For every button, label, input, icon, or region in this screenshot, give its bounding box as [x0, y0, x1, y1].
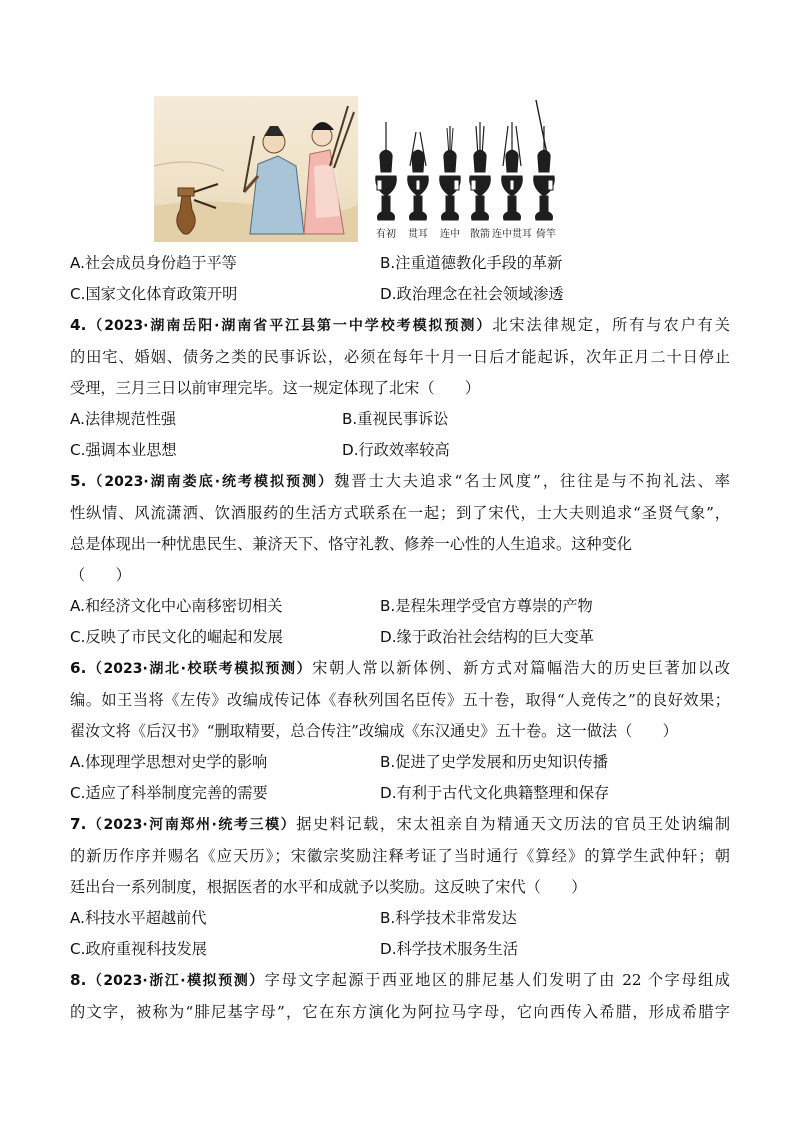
q6-stem-line-3: 翟汝文将《后汉书》“删取精要，总合传注”改编成《东汉通史》五十卷。这一做法（ ） — [70, 722, 678, 740]
q6-options-row-2 — [70, 778, 730, 809]
q3-option-c[interactable]: C.国家文化体育政策开明 — [70, 285, 238, 303]
pot-label-6: 倚竿 — [536, 229, 556, 240]
q5-stem-line-2: 性纵情、风流潇洒、饮酒服药的生活方式联系在一起；到了宋代，士大夫则追求“圣贤气象”， — [70, 504, 730, 522]
q5-option-b[interactable]: B.是程朱理学受官方尊崇的产物 — [380, 597, 593, 615]
q6-option-d[interactable]: D.有利于古代文化典籍整理和保存 — [380, 784, 610, 802]
pot-label-2: 贯耳 — [408, 229, 428, 240]
pot-label-3: 连中 — [440, 229, 460, 240]
pitch-pot-positions-diagram — [366, 96, 566, 242]
figure-row — [154, 96, 574, 242]
q3-option-a[interactable]: A.社会成员身份趋于平等 — [70, 254, 237, 272]
q6-option-a[interactable]: A.体现理学思想对史学的影响 — [70, 753, 268, 771]
q4-stem-line-2: 的田宅、婚姻、债务之类的民事诉讼，必须在每年十月一日后才能起诉，次年正月二十日停止 — [70, 348, 730, 366]
q5-option-c[interactable]: C.反映了市民文化的崛起和发展 — [70, 628, 283, 646]
q8-stem-line-1: 8.（2023·浙江·模拟预测）字母文字起源于西亚地区的腓尼基人们发明了由 22 个字母组成 — [70, 971, 730, 989]
q4-options-row-1 — [70, 404, 730, 435]
q6-options-row-1 — [70, 747, 730, 778]
q6-stem-line-2: 编。如王当将《左传》改编成传记体《春秋列国名臣传》五十卷，取得“人竞传之”的良好效果； — [70, 691, 730, 709]
q5-options-row-2 — [70, 622, 730, 653]
pot-label-4: 散箭 — [470, 229, 490, 240]
q6-stem-line-1: 6.（2023·湖北·校联考模拟预测）宋朝人常以新体例、新方式对篇幅浩大的历史巨著加以改 — [70, 659, 730, 677]
q5-option-a[interactable]: A.和经济文化中心南移密切相关 — [70, 597, 283, 615]
q7-stem-line-1: 7.（2023·河南郑州·统考三模）据史料记载，宋太祖亲自为精通天文历法的官员王处讷编制 — [70, 815, 731, 833]
q7-option-a[interactable]: A.科技水平超越前代 — [70, 909, 207, 927]
q7-option-b[interactable]: B.科学技术非常发达 — [380, 909, 517, 927]
q4-stem-line-1: 4.（2023·湖南岳阳·湖南省平江县第一中学校考模拟预测）北宋法律规定，所有与农户有关 — [70, 316, 730, 334]
q4-option-c[interactable]: C.强调本业思想 — [70, 441, 177, 459]
q7-stem-line-2: 的新历作序并赐名《应天历》；宋徽宗奖励注释考证了当时通行《算经》的算学生武仲轩；朝 — [70, 847, 730, 865]
q3-options-row-1 — [70, 248, 730, 279]
pot-diagram — [366, 96, 566, 242]
q4-options-row-2 — [70, 435, 730, 466]
q7-options-row-1 — [70, 903, 730, 934]
q6-option-b[interactable]: B.促进了史学发展和历史知识传播 — [380, 753, 608, 771]
question-list — [70, 248, 730, 1028]
q7-option-c[interactable]: C.政府重视科技发展 — [70, 940, 207, 958]
pitch-pot-painting — [154, 96, 358, 242]
q7-option-d[interactable]: D.科学技术服务生活 — [380, 940, 519, 958]
q7-options-row-2 — [70, 934, 730, 965]
painting-illustration — [154, 96, 358, 242]
q4-option-b[interactable]: B.重视民事诉讼 — [342, 410, 449, 428]
q6-option-c[interactable]: C.适应了科举制度完善的需要 — [70, 784, 268, 802]
q5-stem-line-3: 总是体现出一种忧患民生、兼济天下、恪守礼教、修养一心性的人生追求。这种变化 — [70, 535, 632, 553]
q5-options-row-1 — [70, 591, 730, 622]
q4-stem-line-3: 受理，三月三日以前审理完毕。这一规定体现了北宋（ ） — [70, 379, 481, 397]
q3-options-row-2 — [70, 279, 730, 310]
q4-option-d[interactable]: D.行政效率较高 — [342, 441, 450, 459]
q5-stem-line-4: （ ） — [70, 566, 131, 584]
q5-option-d[interactable]: D.缘于政治社会结构的巨大变革 — [380, 628, 594, 646]
pot-label-1: 有初 — [376, 229, 396, 240]
q3-option-b[interactable]: B.注重道德教化手段的革新 — [380, 254, 563, 272]
q5-stem-line-1: 5.（2023·湖南娄底·统考模拟预测）魏晋士大夫追求“名士风度”，往往是与不拘礼法、率 — [70, 472, 730, 490]
pot-label-5: 连中贯耳 — [492, 229, 532, 240]
q7-stem-line-3: 廷出台一系列制度，根据医者的水平和成就予以奖励。这反映了宋代（ ） — [70, 878, 587, 896]
q4-option-a[interactable]: A.法律规范性强 — [70, 410, 177, 428]
q3-option-d[interactable]: D.政治理念在社会领域渗透 — [380, 285, 564, 303]
q8-stem-line-2: 的文字，被称为“腓尼基字母”，它在东方演化为阿拉马字母，它向西传入希腊，形成希腊字 — [70, 1003, 730, 1021]
